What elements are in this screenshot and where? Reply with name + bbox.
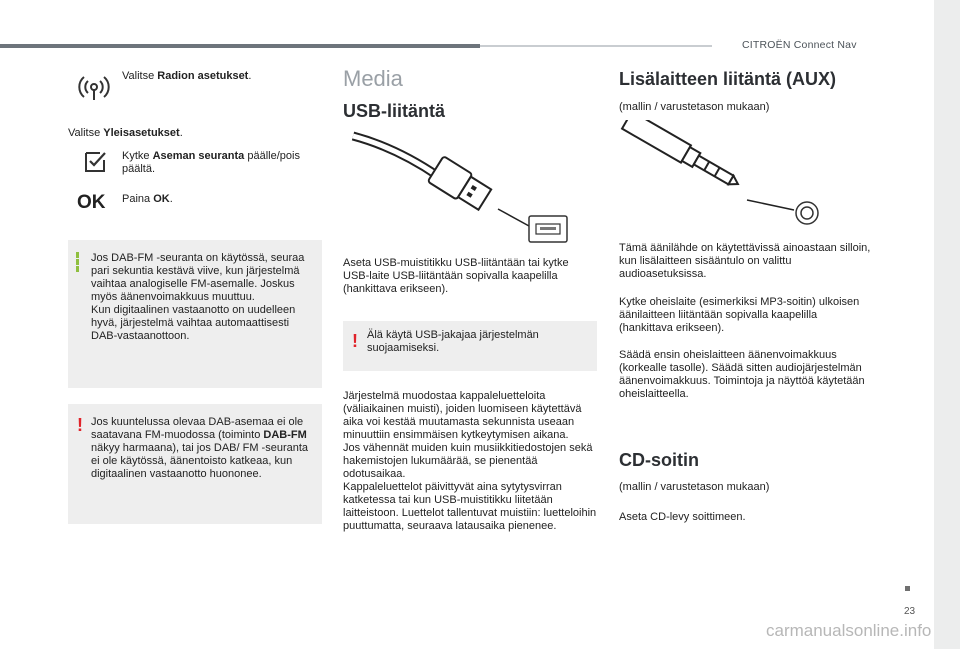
aux-availability-note: (mallin / varustetason mukaan) xyxy=(619,101,770,113)
info-text-2: Kun digitaalinen vastaanotto on uudelleen hyvä, järjestelmä vaihtaa automaattisesti DAB-vastaanottoon. xyxy=(91,304,296,342)
watermark: carmanualsonline.info xyxy=(766,621,932,640)
usb-instructions: Aseta USB-muistitikku USB-liitäntään tai kytke USB-laite USB-liitäntään sopivalla kaapelilla (hankittava erikseen). xyxy=(343,257,569,295)
usb-connector-illustration xyxy=(343,124,573,244)
aux-source-text: Tämä äänilähde on käytettävissä ainoastaan silloin, kun lisälaitteen sisääntulo on valittu audioasetuksissa. xyxy=(619,242,871,280)
info-icon xyxy=(76,252,83,272)
warning-icon: ! xyxy=(77,415,83,435)
step-press-ok: Paina OK. xyxy=(122,193,173,205)
cd-availability-note: (mallin / varustetason mukaan) xyxy=(619,481,770,493)
page-title: Media xyxy=(343,66,403,91)
section-usb-title: USB-liitäntä xyxy=(343,101,446,121)
header-bar-light xyxy=(480,45,712,47)
playlist-text-1: Järjestelmä muodostaa kappaleluetteloita (väliaikainen muisti), joiden luomiseen käytettävä aika voi kestää muutamasta sekunnista useaan minuuttiin ensimmäisen kytkeytymisen aikana. xyxy=(343,390,582,441)
usb-warning-text: Älä käytä USB-jakajaa järjestelmän suojaamiseksi. xyxy=(367,329,539,354)
aux-connect-text: Kytke oheislaite (esimerkiksi MP3-soitin) ulkoisen äänilaitteen liitäntään sopivalla kaapelilla (hankittava erikseen). xyxy=(619,296,860,334)
checkbox-icon xyxy=(83,150,107,174)
step-station-tracking: Kytke Aseman seuranta päälle/pois päältä. xyxy=(122,150,300,175)
cd-instructions: Aseta CD-levy soittimeen. xyxy=(619,511,746,523)
warning-icon: ! xyxy=(352,331,358,351)
ok-icon: OK xyxy=(77,192,106,213)
aux-volume-text: Säädä ensin oheislaitteen äänenvoimakkuus (korkealle tasolle). Säädä sitten audiojärjestelmän äänenvoimakkuus. Toimintoja ja näyttöä käytetään oheislaitteella. xyxy=(619,349,865,400)
step-radio-settings: Valitse Radion asetukset. xyxy=(122,70,252,82)
info-box-text xyxy=(91,252,317,343)
section-cd-title: CD-soitin xyxy=(619,450,699,470)
brand-name: CITROËN Connect Nav xyxy=(742,39,857,51)
step-general-settings: Valitse Yleisasetukset. xyxy=(68,127,183,139)
radio-settings-icon xyxy=(78,70,110,102)
end-marker xyxy=(905,586,910,591)
page-edge-strip xyxy=(934,0,960,649)
section-aux-title: Lisälaitteen liitäntä (AUX) xyxy=(619,69,837,89)
header-bar xyxy=(0,44,480,48)
page-number: 23 xyxy=(904,606,916,617)
playlist-text-2: Jos vähennät muiden kuin musiikkitiedostojen sekä hakemistojen lukumäärää, se pienentää odotusaikaa. xyxy=(343,442,593,480)
playlist-text-3: Kappaleluettelot päivittyvät aina sytytysvirran katketessa tai kun USB-muistitikku liitetään laitteistoon. Luettelot tallentuvat muistiin: luetteloihin puuttumatta, seuraava latausaika pienenee. xyxy=(343,481,597,532)
info-text-1: Jos DAB-FM -seuranta on käytössä, seuraa pari sekuntia kestävä viive, kun järjestelmä vaihtaa analogiselle FM-asemalle. Joskus myös äänenvoimakkuus muuttuu. xyxy=(91,252,305,303)
aux-jack-illustration xyxy=(619,120,829,230)
warning-text-dab: Jos kuuntelussa olevaa DAB-asemaa ei ole saatavana FM-muodossa (toiminto DAB-FM näkyy harmaana), tai jos DAB/ FM -seuranta ei ole käytössä, äänentoisto katkeaa, kun digitaalinen vastaanotto huononee. xyxy=(91,416,309,480)
playlist-info xyxy=(343,390,597,533)
